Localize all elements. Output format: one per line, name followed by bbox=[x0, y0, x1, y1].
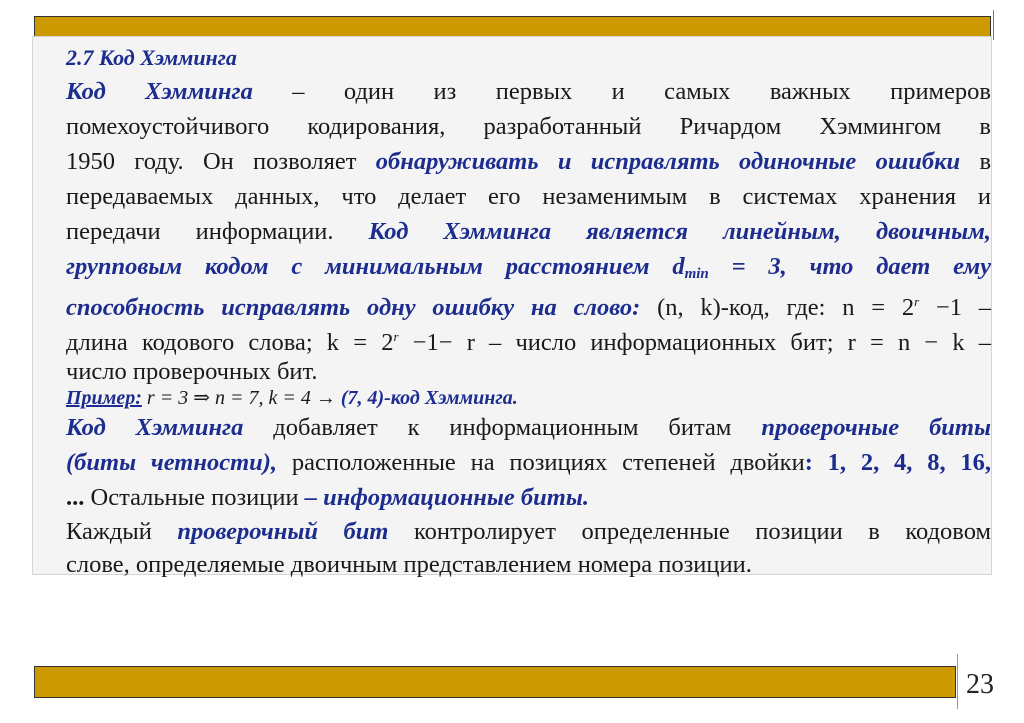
footer-divider-line bbox=[957, 654, 958, 709]
para1-line7: способность исправлять одну ошибку на слово: (n, k)-код, где: $n = 2^r -1$ – bbox=[66, 294, 992, 321]
slide-title: 2.7 Код Хэмминга bbox=[66, 45, 237, 70]
para1-line6: групповым кодом с минимальным расстоянием $d_{min} = 3$, что дает ему bbox=[66, 253, 991, 282]
para1-line5: передачи информации. Код Хэмминга является линейным, двоичным, bbox=[66, 218, 991, 245]
para1-line4: передаваемых данных, что делает его незаменимым в системах хранения и bbox=[66, 183, 991, 210]
para3-line2: слове, определяемые двоичным представлением номера позиции. bbox=[66, 551, 752, 578]
para2-line2: (биты четности), расположенные на позициях степеней двойки: 1, 2, 4, 8, 16, bbox=[66, 449, 991, 476]
top-accent-bar bbox=[34, 16, 991, 38]
para1-line3: 1950 году. Он позволяет обнаруживать и исправлять одиночные ошибки в bbox=[66, 148, 992, 175]
para1-line9: число проверочных бит. bbox=[66, 358, 318, 385]
bottom-accent-bar bbox=[34, 666, 956, 698]
para1-line1: Код Хэмминга – один из первых и самых важных примеров bbox=[66, 78, 992, 105]
page-number: 23 bbox=[966, 669, 994, 700]
para2-line3: ... Остальные позиции – информационные биты. bbox=[66, 484, 589, 511]
para1-line2: помехоустойчивого кодирования, разработанный Ричардом Хэммингом в bbox=[66, 113, 991, 140]
slide-content bbox=[32, 36, 992, 578]
para3-line1: Каждый проверочный бит контролирует определенные позиции в кодовом bbox=[66, 518, 991, 545]
top-divider-line bbox=[993, 10, 994, 40]
para2-line1: Код Хэмминга добавляет к информационным битам проверочные биты bbox=[66, 414, 991, 441]
para1-line8: длина кодового слова; $k = 2^r -1- r$ – число информационных бит; r = n − k – bbox=[66, 329, 992, 356]
example-line: Пример: r = 3 ⇒ n = 7, k = 4 → (7, 4)-код Хэмминга. bbox=[66, 387, 518, 409]
